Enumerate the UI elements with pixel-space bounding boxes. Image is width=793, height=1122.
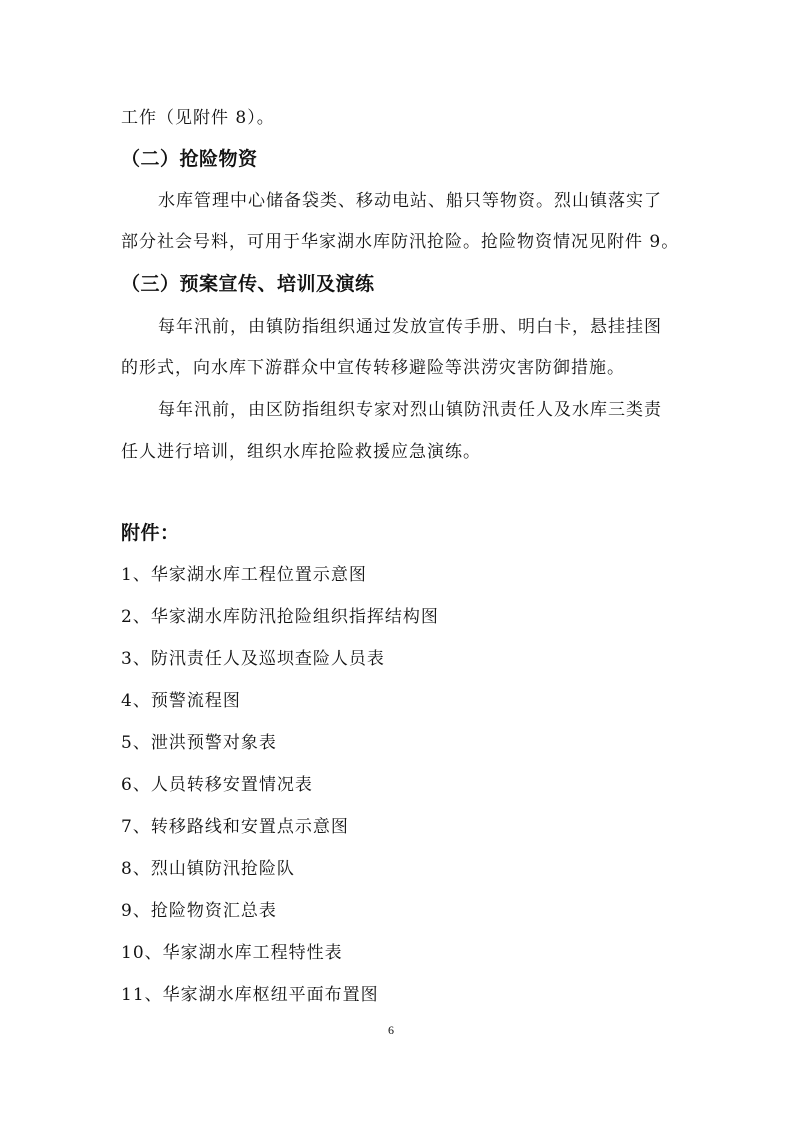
paragraph-line: 任人进行培训，组织水库抢险救援应急演练。 [121, 442, 481, 462]
attachment-item: 4、预警流程图 [121, 691, 241, 711]
attachment-item: 3、防汛责任人及巡坝查险人员表 [121, 649, 385, 669]
paragraph-line: 水库管理中心储备袋类、移动电站、船只等物资。烈山镇落实了 [158, 191, 662, 211]
attachments-heading: 附件： [121, 522, 180, 544]
paragraph-line: 的形式，向水库下游群众中宣传转移避险等洪涝灾害防御措施。 [121, 358, 625, 378]
attachment-item: 2、华家湖水库防汛抢险组织指挥结构图 [121, 607, 439, 627]
section-heading-emergency-supplies: （二）抢险物资 [121, 148, 258, 170]
attachment-item: 8、烈山镇防汛抢险队 [121, 859, 295, 879]
attachment-item: 11、华家湖水库枢纽平面布置图 [121, 985, 379, 1005]
attachment-item: 1、华家湖水库工程位置示意图 [121, 565, 367, 585]
paragraph-line: 部分社会号料，可用于华家湖水库防汛抢险。抢险物资情况见附件 9。 [121, 232, 680, 252]
paragraph-line: 每年汛前，由区防指组织专家对烈山镇防汛责任人及水库三类责 [158, 400, 662, 420]
page-number: 6 [388, 1023, 394, 1037]
attachment-item: 10、华家湖水库工程特性表 [121, 943, 343, 963]
section-heading-publicity-training: （三）预案宣传、培训及演练 [121, 273, 375, 295]
paragraph-line: 每年汛前，由镇防指组织通过发放宣传手册、明白卡，悬挂挂图 [158, 317, 662, 337]
attachment-item: 5、泄洪预警对象表 [121, 733, 277, 753]
attachment-item: 6、人员转移安置情况表 [121, 775, 313, 795]
attachment-item: 9、抢险物资汇总表 [121, 901, 277, 921]
attachment-item: 7、转移路线和安置点示意图 [121, 817, 349, 837]
continuation-line: 工作（见附件 8）。 [121, 108, 275, 128]
